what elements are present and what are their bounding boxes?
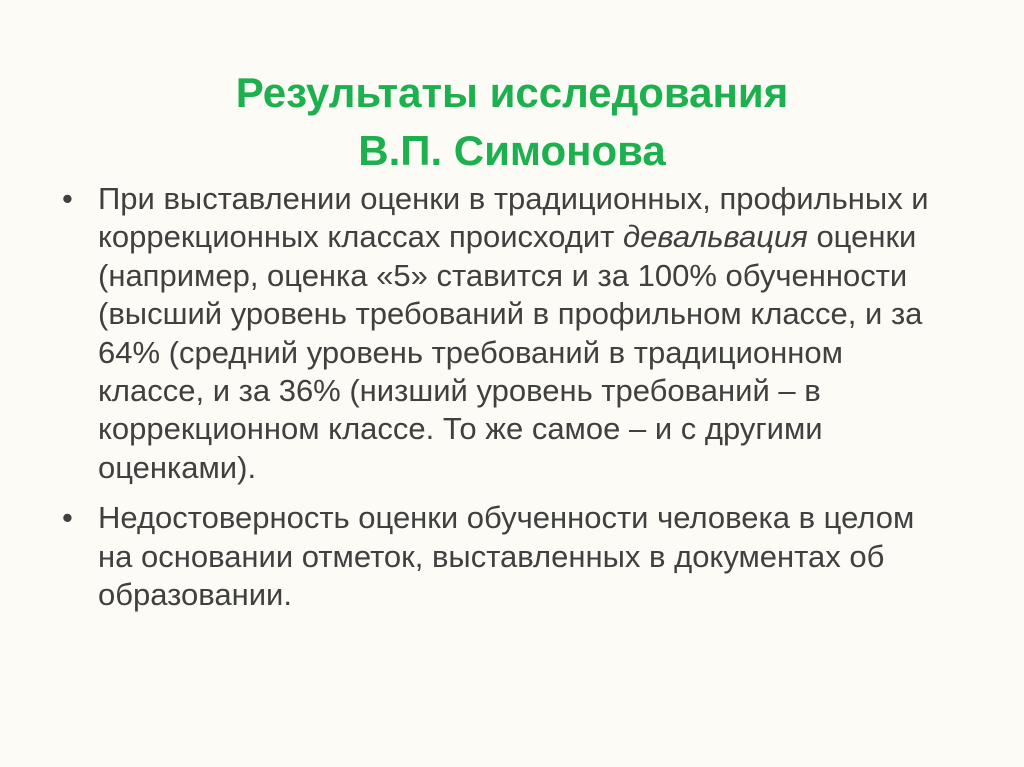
bullet-icon: • [62,181,73,216]
bullet-list [52,180,952,626]
slide-title [60,64,964,180]
slide-title-line-2: В.П. Симонова [358,127,666,175]
bullet-text-emphasis: девальвация [623,219,808,255]
slide-title-line-1: Результаты исследования [235,69,789,117]
bullet-text-prefix: При выставлении оценки в традиционных, профильных и коррекционных классах происходит [98,181,929,255]
bullet-item-devaluation [52,180,952,487]
bullet-text: Недостоверность оценки обученности человека в целом на основании отметок, выставленных в документах об образовании. [98,500,915,613]
bullet-text-suffix: оценки (например, оценка «5» ставится и за 100% обученности (высший уровень требований в профильном классе, и за 64% (средний уровень требований в традиционном классе, и за 36% (низший уровень требований – в коррекционном классе. То же самое – и с другими оценками). [98,219,923,485]
bullet-item-unreliability [52,499,952,614]
bullet-icon: • [62,500,73,536]
